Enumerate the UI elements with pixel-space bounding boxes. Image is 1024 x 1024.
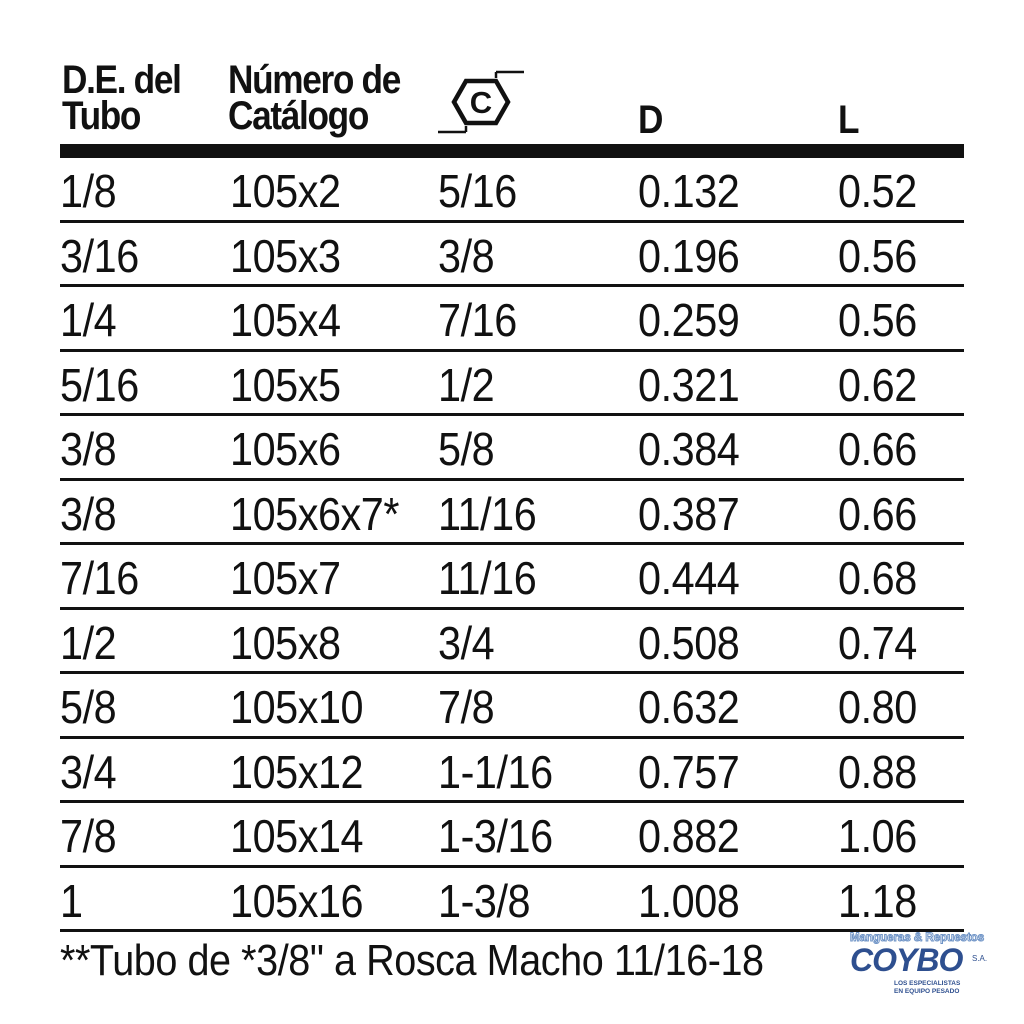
cell-hex: 1-1/16 <box>438 745 553 798</box>
header-catalog-number <box>228 58 400 138</box>
cell-catalog: 105x3 <box>230 229 341 282</box>
coybo-logo <box>846 932 996 1012</box>
table-row <box>60 416 964 481</box>
cell-tube-od: 3/8 <box>60 423 117 475</box>
table-row <box>60 674 964 739</box>
logo-suffix: S.A. <box>972 954 988 963</box>
cell-hex: 1-3/16 <box>438 810 553 862</box>
table-row <box>60 223 964 288</box>
cell-tube-od: 3/8 <box>60 487 117 540</box>
logo-brand: COYBO <box>850 942 963 978</box>
cell-d: 0.632 <box>638 681 740 733</box>
cell-catalog: 105x4 <box>230 294 341 346</box>
cell-tube-od: 1/2 <box>60 616 117 669</box>
cell-hex: 7/16 <box>438 294 517 346</box>
cell-l: 0.52 <box>838 165 917 217</box>
table-row <box>60 739 964 804</box>
cell-tube-od: 7/8 <box>60 810 117 862</box>
table-row <box>60 610 964 675</box>
table-row <box>60 545 964 610</box>
header-catalog-line1: Número de <box>228 58 400 102</box>
cell-hex: 3/8 <box>438 229 495 282</box>
table-row <box>60 352 964 417</box>
cell-d: 0.882 <box>638 810 740 862</box>
cell-d: 0.196 <box>638 229 740 282</box>
cell-catalog: 105x7 <box>230 552 341 604</box>
cell-hex: 11/16 <box>438 552 537 604</box>
cell-d: 0.387 <box>638 487 740 540</box>
cell-hex: 1-3/8 <box>438 874 531 927</box>
cell-catalog: 105x10 <box>230 681 364 733</box>
cell-hex: 5/16 <box>438 165 517 217</box>
cell-d: 0.321 <box>638 358 740 411</box>
header-tube-od <box>62 58 181 138</box>
table-row <box>60 158 964 223</box>
table-row <box>60 868 964 933</box>
cell-d: 0.444 <box>638 552 740 604</box>
cell-catalog: 105x8 <box>230 616 341 669</box>
header-catalog-line2: Catálogo <box>228 94 369 138</box>
hex-wrench-icon <box>436 66 528 138</box>
cell-catalog: 105x2 <box>230 165 341 217</box>
footnote: **Tubo de *3/8" a Rosca Macho 11/16-18 <box>60 936 764 985</box>
logo-subtitle-line2: EN EQUIPO PESADO <box>894 988 960 995</box>
cell-catalog: 105x5 <box>230 358 341 411</box>
cell-d: 0.508 <box>638 616 740 669</box>
cell-d: 0.259 <box>638 294 740 346</box>
cell-catalog: 105x12 <box>230 745 364 798</box>
hex-letter: C <box>469 85 493 120</box>
cell-l: 0.66 <box>838 423 917 475</box>
cell-catalog: 105x16 <box>230 874 364 927</box>
cell-l: 0.62 <box>838 358 917 411</box>
cell-l: 0.56 <box>838 294 917 346</box>
cell-d: 0.384 <box>638 423 740 475</box>
table-row <box>60 481 964 546</box>
table-row <box>60 287 964 352</box>
cell-hex: 5/8 <box>438 423 495 475</box>
fitting-spec-table <box>60 58 964 932</box>
cell-l: 1.18 <box>838 874 917 927</box>
cell-d: 1.008 <box>638 874 740 927</box>
cell-hex: 11/16 <box>438 487 537 540</box>
header-tube-od-line2: Tubo <box>62 94 141 138</box>
cell-tube-od: 1/4 <box>60 294 117 346</box>
cell-d: 0.757 <box>638 745 740 798</box>
cell-tube-od: 5/16 <box>60 358 139 411</box>
cell-catalog: 105x6x7* <box>230 487 400 540</box>
cell-tube-od: 5/8 <box>60 681 117 733</box>
cell-l: 0.74 <box>838 616 917 669</box>
cell-l: 0.66 <box>838 487 917 540</box>
logo-tagline: Mangueras & Repuestos <box>850 932 985 944</box>
cell-tube-od: 3/4 <box>60 745 117 798</box>
cell-tube-od: 3/16 <box>60 229 139 282</box>
cell-l: 0.68 <box>838 552 917 604</box>
cell-l: 0.80 <box>838 681 917 733</box>
header-tube-od-line1: D.E. del <box>62 58 181 102</box>
cell-tube-od: 7/16 <box>60 552 139 604</box>
cell-hex: 3/4 <box>438 616 495 669</box>
cell-tube-od: 1 <box>60 874 83 927</box>
header-l: L <box>838 98 859 142</box>
header-d: D <box>638 98 663 142</box>
cell-catalog: 105x14 <box>230 810 364 862</box>
table-row <box>60 803 964 868</box>
cell-l: 0.56 <box>838 229 917 282</box>
cell-l: 1.06 <box>838 810 917 862</box>
cell-l: 0.88 <box>838 745 917 798</box>
cell-hex: 7/8 <box>438 681 495 733</box>
logo-subtitle-line1: LOS ESPECIALISTAS <box>894 980 961 987</box>
cell-tube-od: 1/8 <box>60 165 117 217</box>
cell-d: 0.132 <box>638 165 740 217</box>
table-header <box>60 58 964 158</box>
cell-hex: 1/2 <box>438 358 495 411</box>
cell-catalog: 105x6 <box>230 423 341 475</box>
